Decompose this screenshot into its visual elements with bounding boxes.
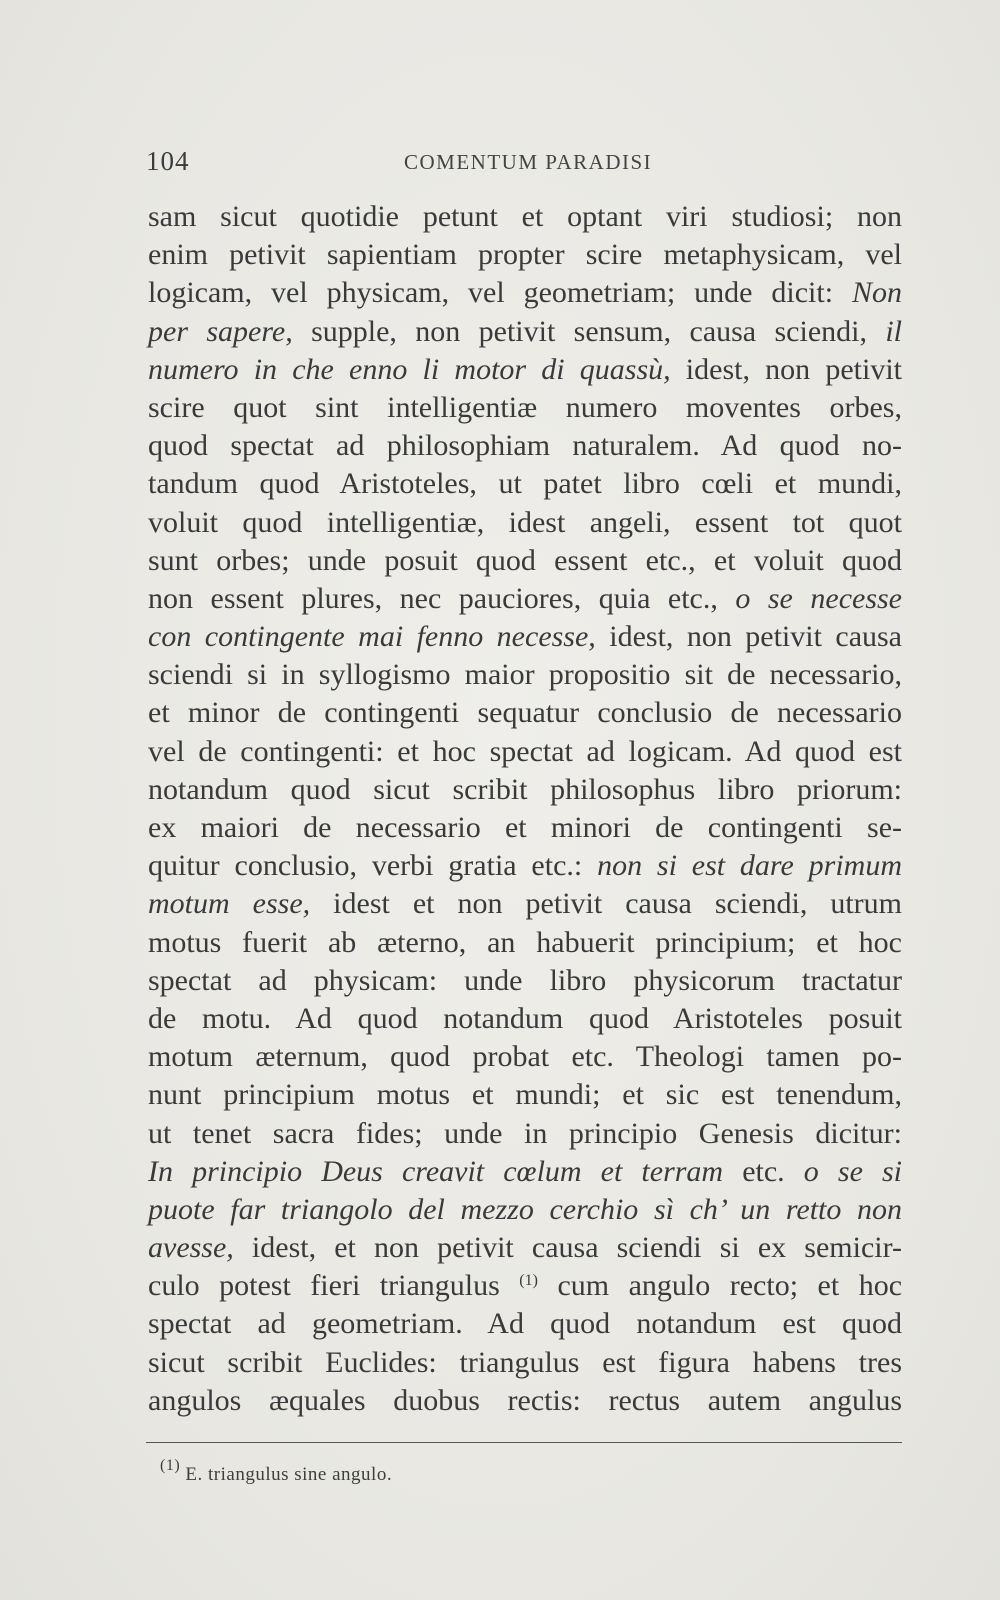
italic-quote: o se necesse — [735, 581, 902, 615]
italic-quote: Non — [851, 276, 902, 310]
text-segment: de motu. Ad quod notandum quod Aristoteles posuit — [148, 1001, 902, 1035]
text-segment: angulos æquales duobus rectis: rectus autem angulus — [148, 1383, 902, 1417]
text-line — [148, 962, 902, 1000]
footnote-reference: (1) — [519, 1272, 538, 1290]
text-segment: enim petivit sapientiam propter scire metaphysicam, vel — [148, 238, 902, 272]
italic-quote: puote far triangolo del mezzo cerchio sì ch’ un retto non — [148, 1192, 902, 1226]
text-line — [148, 274, 902, 312]
text-line — [148, 847, 902, 885]
text-segment: motus fuerit ab æterno, an habuerit principium; et hoc — [148, 925, 902, 959]
text-segment: notandum quod sicut scribit philosophus libro priorum: — [148, 772, 902, 806]
text-line — [148, 198, 902, 236]
text-segment: spectat ad physicam: unde libro physicorum tractatur — [148, 963, 902, 997]
italic-quote: non si est dare primum — [597, 849, 902, 883]
italic-quote: per sapere, — [148, 314, 293, 348]
italic-quote: con contingente mai fenno necesse, — [148, 620, 596, 654]
text-line — [148, 1038, 902, 1076]
text-line — [148, 733, 902, 771]
text-line — [148, 236, 902, 274]
running-title: COMENTUM PARADISI — [404, 150, 653, 174]
italic-quote: numero in che enno li motor di quassù, — [148, 352, 671, 386]
text-line — [148, 542, 902, 580]
text-line — [148, 924, 902, 962]
text-segment: idest et non petivit causa sciendi, utrum — [310, 887, 902, 921]
text-line — [148, 465, 902, 503]
page-header — [146, 146, 894, 186]
italic-quote: In principio Deus creavit cœlum et terram — [148, 1154, 724, 1188]
text-segment: idest, non petivit — [670, 352, 902, 386]
text-line — [148, 1000, 902, 1038]
text-line — [148, 1153, 902, 1191]
text-line — [148, 1076, 902, 1114]
body-text — [148, 198, 902, 1420]
text-line — [148, 885, 902, 923]
text-line — [148, 618, 902, 656]
italic-quote: avesse, — [148, 1231, 234, 1265]
text-segment: scire quot sint intelligentiæ numero moventes orbes, — [148, 390, 902, 424]
text-segment: sicut scribit Euclides: triangulus est figura habens tres — [148, 1345, 902, 1379]
text-line — [148, 389, 902, 427]
text-line — [148, 1267, 902, 1305]
text-segment: vel de contingenti: et hoc spectat ad logicam. Ad quod est — [148, 734, 902, 768]
italic-quote: il — [885, 314, 902, 348]
text-segment: spectat ad geometriam. Ad quod notandum est quod — [148, 1307, 902, 1341]
text-line — [148, 656, 902, 694]
text-segment: motum æternum, quod probat etc. Theologi tamen po- — [148, 1040, 902, 1074]
italic-quote: o se si — [803, 1154, 903, 1188]
text-segment: ex maiori de necessario et minori de contingenti se- — [148, 811, 902, 844]
text-line — [148, 1305, 902, 1343]
text-line — [148, 580, 902, 618]
footnote-divider — [146, 1442, 902, 1443]
text-segment: logicam, vel physicam, vel geometriam; unde dicit: — [148, 276, 852, 310]
text-line — [148, 694, 902, 732]
text-segment: quod spectat ad philosophiam naturalem. Ad quod no- — [148, 429, 902, 463]
footnote-text: E. triangulus sine angulo. — [180, 1464, 393, 1485]
text-line — [148, 351, 902, 389]
text-segment: ut tenet sacra fides; unde in principio Genesis dicitur: — [148, 1116, 902, 1150]
text-segment: sam sicut quotidie petunt et optant viri studiosi; non — [148, 200, 902, 233]
text-segment: non essent plures, nec pauciores, quia etc., — [148, 581, 736, 615]
text-line — [148, 1344, 902, 1382]
text-line — [148, 1229, 902, 1267]
text-segment: voluit quod intelligentiæ, idest angeli, essent tot quot — [148, 505, 902, 539]
text-segment: supple, non petivit sensum, causa sciendi, — [292, 314, 886, 348]
text-segment: idest, non petivit causa — [595, 620, 902, 654]
text-segment: sunt orbes; unde posuit quod essent etc., et voluit quod — [148, 543, 902, 577]
footnote — [160, 1457, 393, 1486]
text-line — [148, 427, 902, 465]
text-line — [148, 1191, 902, 1229]
text-segment: sciendi si in syllogismo maior propositio sit de necessario, — [148, 658, 902, 692]
text-line — [148, 504, 902, 542]
text-line — [148, 809, 902, 847]
text-line — [148, 1115, 902, 1153]
text-segment: etc. — [723, 1154, 804, 1188]
text-segment: nunt principium motus et mundi; et sic est tenendum, — [148, 1078, 902, 1112]
text-segment: culo potest fieri triangulus — [148, 1269, 520, 1303]
text-segment: idest, et non petivit causa sciendi si ex semicir- — [233, 1231, 902, 1265]
text-line — [148, 771, 902, 809]
text-line — [148, 1382, 902, 1420]
text-segment: cum angulo recto; et hoc — [537, 1269, 903, 1303]
text-segment: tandum quod Aristoteles, ut patet libro cœli et mundi, — [148, 467, 902, 501]
page-number: 104 — [146, 146, 190, 176]
italic-quote: motum esse, — [148, 887, 311, 921]
text-segment: quitur conclusio, verbi gratia etc.: — [148, 849, 598, 883]
footnote-marker: (1) — [160, 1457, 181, 1474]
text-line — [148, 313, 902, 351]
text-segment: et minor de contingenti sequatur conclusio de necessario — [148, 696, 902, 730]
